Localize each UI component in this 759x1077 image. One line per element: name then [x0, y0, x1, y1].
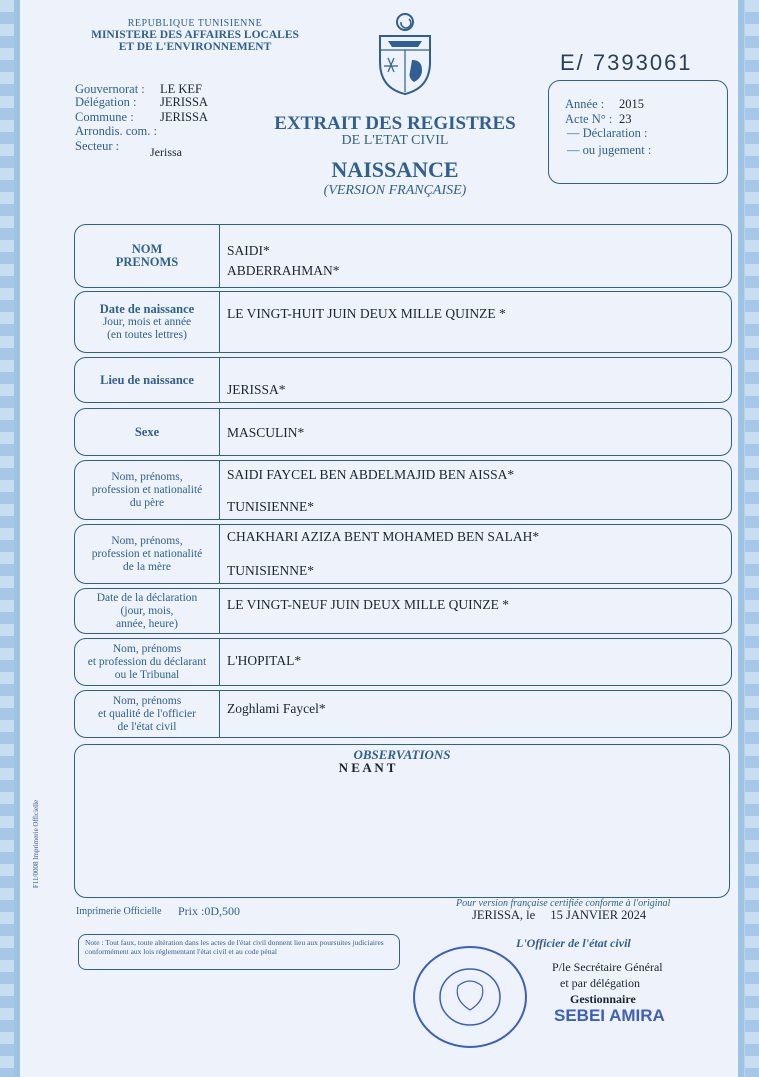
arrondis-label: Arrondis. com. :: [75, 124, 157, 138]
prenoms-label: PRENOMS: [115, 255, 179, 269]
serial-number: E/ 7393061: [560, 50, 693, 75]
declarant-label2: et profession du déclarant: [87, 655, 207, 668]
declaration-label: — Déclaration :: [567, 126, 648, 140]
mere-value1: CHAKHARI AZIZA BENT MOHAMED BEN SALAH*: [227, 529, 540, 544]
admin-info-block: [75, 82, 275, 164]
delegation-value: JERISSA: [160, 95, 208, 109]
right-border-pattern: [745, 0, 759, 1077]
sexe-label-cell: [75, 409, 220, 455]
place-prefix: JERISSA, le: [472, 908, 536, 922]
declarant-value: L'HOPITAL*: [227, 653, 302, 668]
etat-civil-subtitle: DE L'ETAT CIVIL: [341, 133, 449, 148]
signature-line2: et par délégation: [560, 976, 640, 990]
decl-label3: année, heure): [116, 617, 178, 630]
annee-label: Année :: [565, 97, 605, 111]
officier-value: Zoghlami Faycel*: [227, 701, 326, 716]
date-naissance-row: [74, 291, 732, 353]
declaration-row: [74, 588, 732, 634]
commune-stamp-icon: [410, 942, 530, 1052]
officier-title: L'Officier de l'état civil: [516, 936, 631, 950]
gouvernorat-value: LE KEF: [160, 82, 203, 96]
dob-label2: Jour, mois et année: [102, 315, 192, 328]
sexe-row: [74, 408, 732, 456]
decl-label2: (jour, mois,: [120, 604, 174, 617]
dob-value: LE VINGT-HUIT JUIN DEUX MILLE QUINZE *: [227, 306, 506, 321]
acte-label: Acte N° :: [565, 112, 613, 126]
republic-text: REPUBLIQUE TUNISIENNE: [127, 18, 263, 29]
officier-label3: de l'état civil: [117, 720, 177, 733]
nom-prenoms-label: [75, 225, 220, 287]
observations-header: [75, 747, 729, 776]
lieu-naissance-row: [74, 357, 732, 403]
lieu-label: Lieu de naissance: [100, 372, 194, 387]
mere-row: [74, 524, 732, 584]
observations-value: N E A N T: [338, 760, 396, 775]
annee-value: 2015: [619, 97, 644, 111]
pere-row: [74, 460, 732, 520]
mere-label1: Nom, prénoms,: [111, 534, 183, 547]
declarant-label1: Nom, prénoms: [112, 642, 182, 655]
pere-label1: Nom, prénoms,: [111, 470, 183, 483]
nom-value: SAIDI*: [227, 243, 270, 258]
secteur-value: Jerissa: [150, 145, 182, 159]
pere-label-cell: [75, 461, 220, 519]
side-print-text: F11/0008 Imprimerie Officielle: [32, 799, 41, 889]
pere-value2: TUNISIENNE*: [227, 499, 314, 514]
mere-value2: TUNISIENNE*: [227, 563, 314, 578]
declarant-row: [74, 638, 732, 686]
commune-value: JERISSA: [160, 110, 208, 124]
officier-label-cell: [75, 691, 220, 737]
nom-label: NOM: [131, 242, 163, 256]
date-naissance-label: [75, 292, 220, 352]
pere-value1: SAIDI FAYCEL BEN ABDELMAJID BEN AISSA*: [227, 467, 515, 482]
officier-label1: Nom, prénoms: [112, 694, 182, 707]
acte-info-box: [548, 80, 728, 184]
declarant-label3: ou le Tribunal: [114, 668, 180, 681]
ministry-header: [60, 18, 330, 53]
jugement-label: — ou jugement :: [567, 143, 652, 157]
sexe-value: MASCULIN*: [227, 425, 305, 440]
version-subtitle: (VERSION FRANÇAISE): [323, 183, 467, 198]
declaration-label-cell: [75, 589, 220, 633]
prenoms-value: ABDERRAHMAN*: [227, 263, 340, 278]
officier-label2: et qualité de l'officier: [98, 707, 196, 720]
commune-label: Commune :: [75, 110, 134, 124]
left-border-pattern: [0, 0, 14, 1077]
birth-certificate-document: [14, 0, 744, 1077]
nom-prenoms-row: [74, 224, 732, 288]
legal-note-box: Note : Tout faux, toute altération dans les actes de l'état civil donnent lieu aux poursuites judiciaires conformément aux lois réglementant l'état civil et au code pénal: [78, 934, 400, 970]
signature-line3: Gestionnaire: [570, 992, 636, 1006]
lieu-label-cell: [75, 358, 220, 402]
dob-label1: Date de naissance: [99, 301, 195, 316]
acte-value: 23: [619, 112, 632, 126]
delegation-label: Délégation :: [75, 95, 137, 109]
ministry-line1: MINISTERE DES AFFAIRES LOCALES: [91, 29, 299, 41]
mere-label3: de la mère: [123, 560, 171, 573]
imprimerie-text: Imprimerie Officielle: [76, 906, 162, 917]
extrait-title: EXTRAIT DES REGISTRES: [274, 113, 516, 134]
lieu-value: JERISSA*: [227, 382, 286, 397]
decl-label1: Date de la déclaration: [96, 591, 198, 604]
declarant-label-cell: [75, 639, 220, 685]
dob-label3: (en toutes lettres): [107, 328, 187, 341]
decl-value: LE VINGT-NEUF JUIN DEUX MILLE QUINZE *: [227, 597, 509, 612]
pere-label3: du père: [129, 496, 165, 509]
certified-text: Pour version française certifiée conforme à l'original: [456, 898, 671, 909]
ministry-line2: ET DE L'ENVIRONNEMENT: [118, 41, 272, 53]
signature-line1: P/le Secrétaire Général: [552, 960, 663, 974]
coat-of-arms-emblem: [370, 8, 440, 98]
naissance-title: NAISSANCE: [331, 157, 459, 182]
place-date-line: [472, 908, 646, 923]
officier-row: [74, 690, 732, 738]
observations-box: [74, 744, 730, 898]
mere-label-cell: [75, 525, 220, 583]
sexe-label: Sexe: [134, 424, 160, 439]
observations-title: OBSERVATIONS: [353, 747, 451, 762]
signature-name: SEBEI AMIRA: [554, 1006, 665, 1025]
mere-label2: profession et nationalité: [91, 547, 203, 560]
pere-label2: profession et nationalité: [91, 483, 203, 496]
prix-text: Prix :0D,500: [178, 904, 241, 918]
document-title-block: [265, 113, 525, 199]
issue-date: 15 JANVIER 2024: [550, 908, 647, 922]
gouvernorat-label: Gouvernorat :: [75, 82, 145, 96]
secteur-label: Secteur :: [75, 139, 120, 153]
